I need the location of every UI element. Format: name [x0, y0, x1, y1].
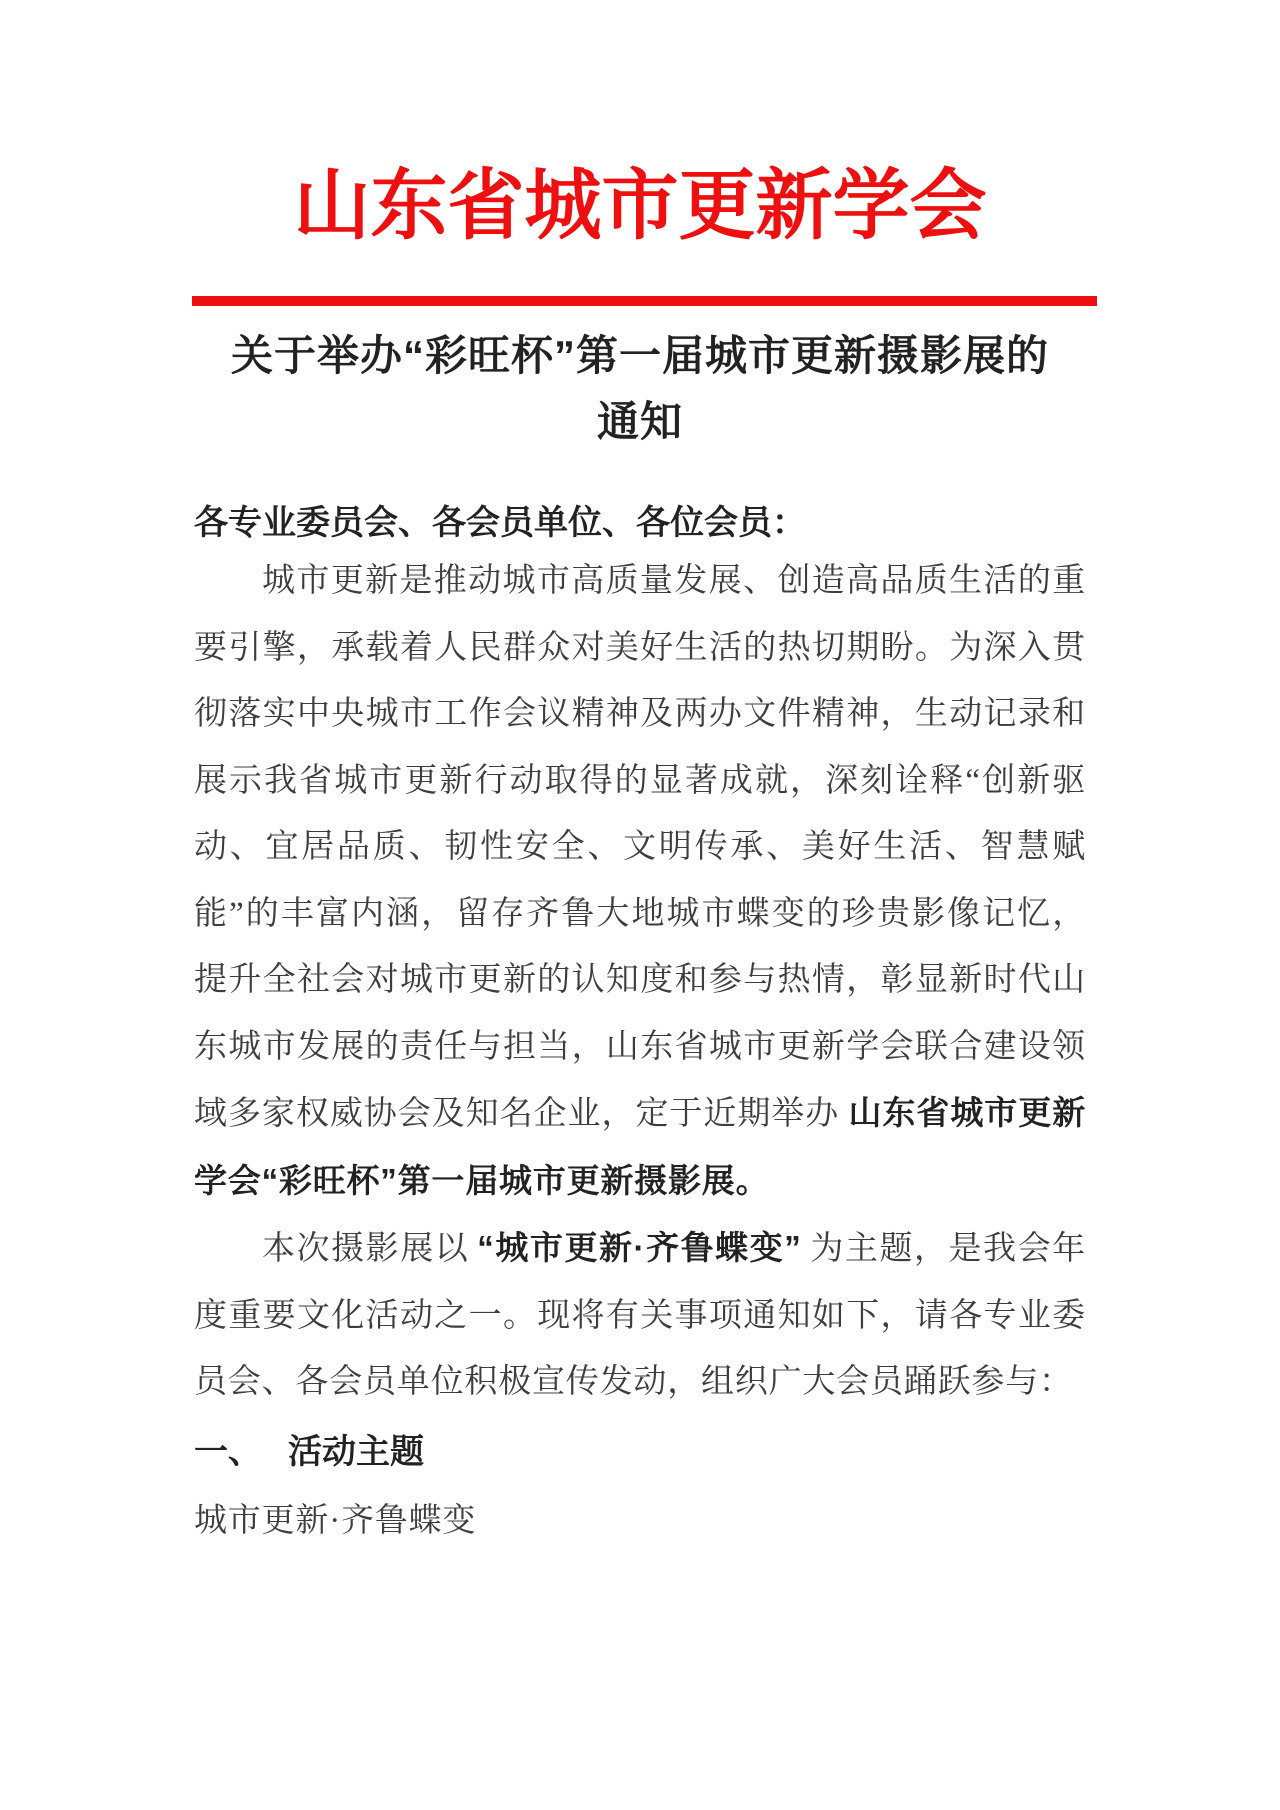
paragraph-2-lead-text: 本次摄影展以 [262, 1231, 470, 1267]
document-title-line2: 通知 [596, 398, 683, 445]
document-title-line1: 关于举办“彩旺杯”第一届城市更新摄影展的 [230, 332, 1049, 379]
organization-title: 山东省城市更新学会 [293, 163, 987, 249]
paragraph-1-regular-text: 城市更新是推动城市高质量发展、创造高品质生活的重要引擎，承载着人民群众对美好生活的热切期盼。为深入贯彻落实中央城市工作会议精神及两办文件精神，生动记录和展示我省城市更新行动取得的显著成就，深刻诠释“创新驱动、宜居品质、韧性安全、文明传承、美好生活、智慧赋能”的丰富内涵，留存齐鲁大地城市蝶变的珍贵影像记忆，提升全社会对城市更新的认知度和参与热情，彰显新时代山东城市发展的责任与担当，山东省城市更新学会联合建设领域多家权威协会及知名企业，定于近期举办 [194, 563, 1086, 1132]
document-body [194, 498, 1086, 1546]
document-content [194, 0, 1086, 1546]
paragraph-1-bold-text: 山东省城市更新学会“彩旺杯”第一届城市更新摄影展。 [194, 1094, 1086, 1199]
paragraph-1 [194, 548, 1086, 1215]
section-1-content: 城市更新·齐鲁蝶变 [194, 1502, 477, 1539]
salutation: 各专业委员会、各会员单位、各位会员： [194, 504, 806, 542]
section-1-title: 活动主题 [288, 1432, 424, 1471]
document-title [194, 323, 1086, 455]
section-1-number: 一、 [194, 1432, 262, 1471]
section-1-heading [194, 1427, 1086, 1477]
red-divider [192, 296, 1097, 306]
paragraph-2 [194, 1215, 1086, 1416]
paragraph-2-theme-text: “城市更新·齐鲁蝶变” [477, 1229, 802, 1266]
paragraph-2-rest-text: 为主题，是我会年度重要文化活动之一。现将有关事项通知如下，请各专业委员会、各会员单位积极宣传发动，组织广大会员踊跃参与： [194, 1231, 1086, 1400]
